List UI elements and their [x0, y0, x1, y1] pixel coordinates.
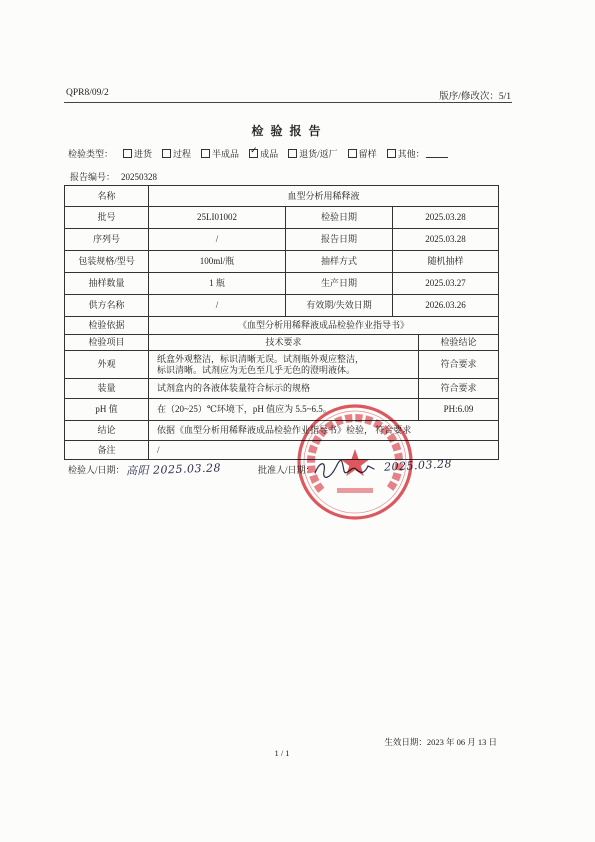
- header-divider: [64, 102, 512, 103]
- inspection-type-row: [68, 147, 448, 160]
- option-label: 其他：: [397, 149, 425, 159]
- remarks-value: /: [149, 441, 499, 460]
- table-row: [65, 441, 499, 460]
- inspection-type-label: 检验类型：: [68, 149, 114, 159]
- final-conclusion-value: 依据《血型分析用稀释液成品检验作业指导书》检验， 符合要求: [149, 421, 499, 441]
- option-label: 进货: [134, 149, 153, 159]
- inspection-table: [64, 185, 499, 460]
- requirement-line: 标识清晰。试剂应为无色至几乎无色的澄明液体。: [157, 364, 356, 375]
- remarks-label: 备注: [65, 441, 149, 460]
- option-label: 半成品: [212, 149, 240, 159]
- item-volume: 装量: [65, 379, 149, 399]
- item-ph: pH 值: [65, 399, 149, 421]
- requirement-ph: 在（20~25）℃环境下，pH 值应为 5.5~6.5。: [149, 399, 419, 421]
- sample-qty-label: 抽样数量: [65, 273, 149, 295]
- sample-qty-value: 1 瓶: [149, 273, 286, 295]
- supplier-label: 供方名称: [65, 295, 149, 317]
- page-number: 1 / 1: [274, 748, 290, 758]
- inspection-type-option-return: [288, 147, 338, 160]
- sampling-method-label: 抽样方式: [286, 251, 393, 273]
- report-number-label: 报告编号：: [70, 172, 116, 182]
- table-row: [65, 273, 499, 295]
- report-date-label: 报告日期: [286, 229, 393, 251]
- production-date-value: 2025.03.27: [393, 273, 499, 295]
- requirement-volume: 试剂盒内的各液体装量符合标示的规格: [149, 379, 419, 399]
- batch-no-label: 批号: [65, 207, 149, 229]
- requirement-line: 纸盒外观整洁，标识清晰无误。试剂瓶外观应整洁，: [157, 353, 365, 364]
- table-row: [65, 379, 499, 399]
- table-row: [65, 421, 499, 441]
- table-row: [65, 295, 499, 317]
- conclusion-volume: 符合要求: [419, 379, 499, 399]
- production-date-label: 生产日期: [286, 273, 393, 295]
- inspector-label: 检验人/日期：: [68, 465, 125, 475]
- results-header-row: [65, 335, 499, 351]
- test-date-label: 检验日期: [286, 207, 393, 229]
- table-row: [65, 317, 499, 335]
- inspection-type-option-semi-finished: [201, 147, 239, 160]
- conclusion-header: 检验结论: [419, 335, 499, 351]
- serial-no-label: 序列号: [65, 229, 149, 251]
- signature-row: [68, 457, 508, 481]
- package-spec-label: 包装规格/型号: [65, 251, 149, 273]
- revision-number: 版序/修改次：5/1: [439, 92, 511, 102]
- checkbox-icon: [387, 149, 396, 158]
- inspection-type-option-process: [162, 147, 191, 160]
- option-label: 成品: [260, 149, 279, 159]
- effective-date: 生效日期：2023 年 06 月 13 日: [384, 737, 497, 747]
- final-conclusion-label: 结论: [65, 421, 149, 441]
- requirement-header: 技术要求: [149, 335, 419, 351]
- sampling-method-value: 随机抽样: [393, 251, 499, 273]
- conclusion-ph: PH:6.09: [419, 399, 499, 421]
- test-date-value: 2025.03.28: [393, 207, 499, 229]
- item-appearance: 外观: [65, 351, 149, 379]
- supplier-value: /: [149, 295, 286, 317]
- other-blank-line: [426, 149, 448, 158]
- expiry-date-value: 2026.03.26: [393, 295, 499, 317]
- option-label: 过程: [173, 149, 192, 159]
- checkbox-icon: [348, 149, 357, 158]
- company-seal-stamp: [293, 400, 417, 524]
- inspection-type-option-other: [387, 147, 448, 160]
- item-header: 检验项目: [65, 335, 149, 351]
- requirement-appearance: [149, 351, 419, 379]
- seal-star-icon: [341, 449, 370, 476]
- report-title: 检 验 报 告: [251, 124, 323, 138]
- basis-label: 检验依据: [65, 317, 149, 335]
- basis-value: 《血型分析用稀释液成品检验作业指导书》: [149, 317, 499, 335]
- report-number-value: 20250328: [121, 172, 158, 182]
- package-spec-value: 100ml/瓶: [149, 251, 286, 273]
- inspector-signature: 高阳 2025.03.28: [125, 461, 222, 478]
- product-name: 血型分析用稀释液: [149, 186, 499, 207]
- inspection-type-option-finished: [249, 147, 278, 160]
- report-date-value: 2025.03.28: [393, 229, 499, 251]
- table-row: [65, 351, 499, 379]
- table-row: [65, 399, 499, 421]
- conclusion-appearance: 符合要求: [419, 351, 499, 379]
- serial-no-value: /: [149, 229, 286, 251]
- table-row: [65, 186, 499, 207]
- checkbox-icon: [201, 149, 210, 158]
- checkbox-icon: [162, 149, 171, 158]
- inspection-type-option-retained-sample: [348, 147, 377, 160]
- approver-signature-date: 2025.03.28: [383, 457, 453, 474]
- inspection-type-option-incoming: [123, 147, 152, 160]
- checkbox-icon: [288, 149, 297, 158]
- checkbox-checked-icon: [249, 149, 258, 158]
- batch-no-value: 25LI01002: [149, 207, 286, 229]
- approver-label: 批准人/日期：: [258, 465, 315, 475]
- checkbox-icon: [123, 149, 132, 158]
- expiry-date-label: 有效期/失效日期: [286, 295, 393, 317]
- table-row: [65, 229, 499, 251]
- option-label: 留样: [358, 149, 377, 159]
- name-label: 名称: [65, 186, 149, 207]
- document-code: QPR8/09/2: [66, 88, 109, 98]
- table-row: [65, 207, 499, 229]
- option-label: 退货/返厂: [299, 149, 338, 159]
- table-row: [65, 251, 499, 273]
- report-number: [70, 170, 157, 183]
